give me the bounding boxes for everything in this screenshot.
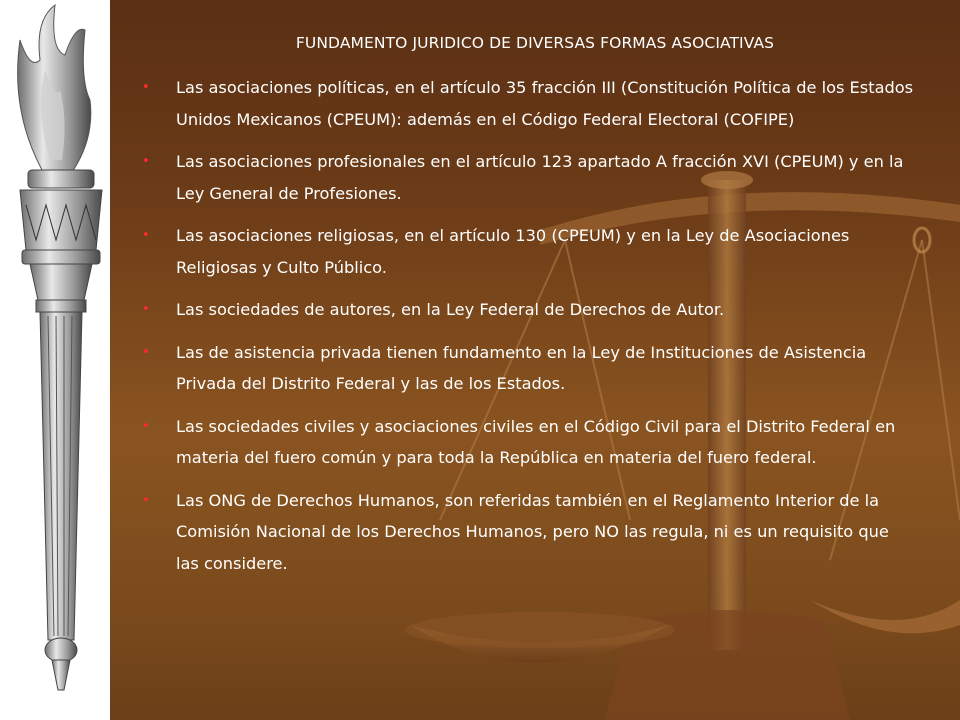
bullet-item <box>140 337 915 400</box>
bullet-list <box>140 72 915 590</box>
slide-title: FUNDAMENTO JURIDICO DE DIVERSAS FORMAS ASOCIATIVAS <box>295 34 775 52</box>
bullet-item <box>140 146 915 209</box>
bullet-icon: • <box>142 302 150 317</box>
bullet-icon: • <box>142 418 150 434</box>
torch-illustration <box>0 0 110 720</box>
bullet-text: Las sociedades civiles y asociaciones civiles en el Código Civil para el Distrito Federal en materia del fuero común y para toda la República en materia del fuero federal. <box>176 416 896 467</box>
bullet-icon: • <box>142 344 150 360</box>
bullet-item <box>140 485 915 580</box>
bullet-icon: • <box>142 80 150 95</box>
bullet-text: Las sociedades de autores, en la Ley Federal de Derechos de Autor. <box>176 300 725 319</box>
bullet-item <box>140 220 915 283</box>
bullet-icon: • <box>142 154 150 169</box>
bullet-icon: • <box>142 492 150 508</box>
bullet-text: Las ONG de Derechos Humanos, son referidas también en el Reglamento Interior de la Comisión Nacional de los Derechos Humanos, pero NO las regula, ni es un requisito que las considere. <box>176 490 889 573</box>
bullet-text: Las asociaciones políticas, en el artículo 35 fracción III (Constitución Política de los Estados Unidos Mexicanos (CPEUM): además en el Código Federal Electoral (COFIPE) <box>176 78 914 129</box>
bullet-text: Las asociaciones profesionales en el artículo 123 apartado A fracción XVI (CPEUM) y en la Ley General de Profesiones. <box>176 152 904 203</box>
bullet-item <box>140 411 915 474</box>
bullet-item <box>140 72 915 135</box>
bullet-icon: • <box>142 228 150 243</box>
bullet-item <box>140 294 915 326</box>
bullet-text: Las de asistencia privada tienen fundamento en la Ley de Instituciones de Asistencia Privada del Distrito Federal y las de los Estados. <box>176 342 867 393</box>
bullet-text: Las asociaciones religiosas, en el artículo 130 (CPEUM) y en la Ley de Asociaciones Religiosas y Culto Público. <box>176 226 850 277</box>
